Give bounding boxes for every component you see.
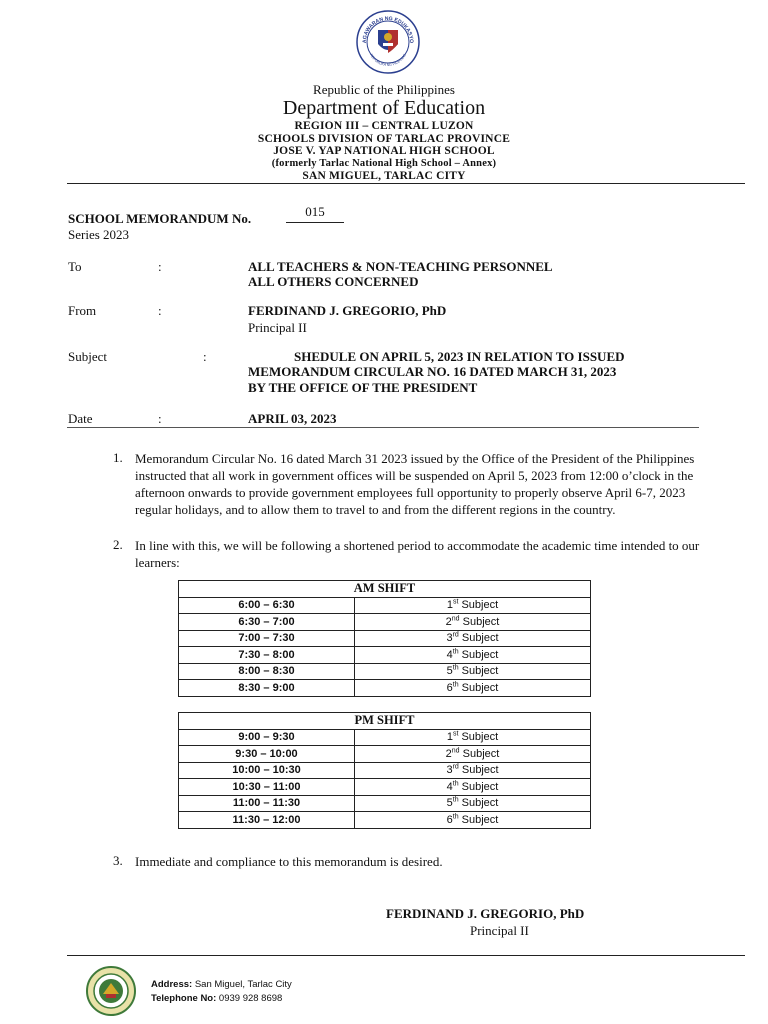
am-shift-table bbox=[178, 580, 591, 697]
to-line-1: ALL TEACHERS & NON-TEACHING PERSONNEL bbox=[248, 259, 553, 274]
subject-word: Subject bbox=[461, 632, 499, 645]
subject-ordinal: 4 bbox=[446, 780, 453, 793]
subject-ordinal: 3 bbox=[446, 632, 453, 645]
subject-cell bbox=[355, 680, 591, 697]
am-shift-title: AM SHIFT bbox=[179, 581, 591, 598]
address-value: San Miguel, Tarlac City bbox=[194, 979, 292, 990]
footer-address bbox=[151, 979, 292, 990]
time-cell: 9:00 – 9:30 bbox=[179, 729, 355, 746]
schedule-row bbox=[179, 812, 591, 829]
subject-word: Subject bbox=[461, 813, 499, 826]
ordinal-suffix: rd bbox=[452, 631, 459, 639]
subject-cell bbox=[355, 663, 591, 680]
subject-cell bbox=[355, 762, 591, 779]
department-name: Department of Education bbox=[282, 97, 486, 119]
schedule-row bbox=[179, 762, 591, 779]
subject-cell bbox=[355, 812, 591, 829]
ordinal-suffix: th bbox=[452, 648, 459, 656]
footer-divider bbox=[67, 955, 745, 956]
subject-line-3: BY THE OFFICE OF THE PRESIDENT bbox=[248, 380, 478, 395]
paragraph-3-number: 3. bbox=[113, 853, 123, 868]
date-label: Date bbox=[68, 411, 93, 426]
subject-word: Subject bbox=[461, 731, 499, 744]
subject-ordinal: 2 bbox=[445, 615, 452, 628]
signatory-title: Principal II bbox=[470, 923, 529, 938]
time-cell: 9:30 – 10:00 bbox=[179, 746, 355, 763]
schedule-row bbox=[179, 630, 591, 647]
time-cell: 8:30 – 9:00 bbox=[179, 680, 355, 697]
schedule-row bbox=[179, 597, 591, 614]
footer-telephone bbox=[151, 993, 282, 1004]
paragraph-3: Immediate and compliance to this memorandum is desired. bbox=[135, 854, 443, 869]
ordinal-suffix: st bbox=[452, 730, 459, 738]
republic-line: Republic of the Philippines bbox=[313, 82, 455, 97]
subject-label: Subject bbox=[68, 349, 107, 364]
schedule-row bbox=[179, 614, 591, 631]
signatory-name: FERDINAND J. GREGORIO, PhD bbox=[386, 906, 585, 921]
subject-ordinal: 6 bbox=[446, 681, 453, 694]
division-line: SCHOOLS DIVISION OF TARLAC PROVINCE bbox=[257, 133, 511, 145]
paragraph-1-number: 1. bbox=[113, 450, 123, 465]
schedule-row bbox=[179, 663, 591, 680]
time-cell: 6:00 – 6:30 bbox=[179, 597, 355, 614]
subject-cell bbox=[355, 746, 591, 763]
schedule-row bbox=[179, 795, 591, 812]
subject-ordinal: 1 bbox=[446, 731, 453, 744]
schedule-row bbox=[179, 647, 591, 664]
subject-cell bbox=[355, 630, 591, 647]
ordinal-suffix: th bbox=[452, 664, 459, 672]
seal-top-text: AGAWARAN NG EDUKASYO bbox=[361, 15, 415, 44]
time-cell: 7:00 – 7:30 bbox=[179, 630, 355, 647]
address-label: Address: bbox=[151, 979, 193, 990]
subject-cell bbox=[355, 795, 591, 812]
date-colon: : bbox=[158, 411, 162, 426]
ordinal-suffix: nd bbox=[451, 615, 460, 623]
subject-ordinal: 1 bbox=[446, 599, 453, 612]
time-cell: 7:30 – 8:00 bbox=[179, 647, 355, 664]
subject-word: Subject bbox=[462, 615, 500, 628]
seal-bottom-text: REPUBLIKA NG PILIPINAS bbox=[369, 53, 407, 68]
memo-title: SCHOOL MEMORANDUM No. bbox=[68, 211, 252, 226]
header-divider bbox=[67, 183, 745, 184]
subject-word: Subject bbox=[461, 599, 499, 612]
deped-seal-icon bbox=[356, 10, 420, 74]
subject-word: Subject bbox=[461, 681, 499, 694]
memo-number: 015 bbox=[286, 205, 344, 223]
memo-series: Series 2023 bbox=[68, 227, 130, 242]
ordinal-suffix: th bbox=[452, 796, 459, 804]
subject-ordinal: 4 bbox=[446, 648, 453, 661]
ordinal-suffix: st bbox=[452, 598, 459, 606]
from-colon: : bbox=[158, 303, 162, 318]
formerly-line: (formerly Tarlac National High School – Annex) bbox=[271, 158, 497, 169]
subject-cell bbox=[355, 779, 591, 796]
subject-cell bbox=[355, 729, 591, 746]
to-colon: : bbox=[158, 259, 162, 274]
location-line: SAN MIGUEL, TARLAC CITY bbox=[302, 170, 466, 182]
ordinal-suffix: rd bbox=[452, 763, 459, 771]
subject-ordinal: 3 bbox=[446, 764, 453, 777]
ordinal-suffix: nd bbox=[451, 747, 460, 755]
telephone-value: 0939 928 8698 bbox=[218, 993, 283, 1004]
subject-cell bbox=[355, 597, 591, 614]
school-name: JOSE V. YAP NATIONAL HIGH SCHOOL bbox=[273, 145, 495, 157]
subject-ordinal: 2 bbox=[445, 747, 452, 760]
time-cell: 10:30 – 11:00 bbox=[179, 779, 355, 796]
from-title: Principal II bbox=[248, 320, 307, 335]
ordinal-suffix: th bbox=[452, 813, 459, 821]
subject-word: Subject bbox=[461, 764, 499, 777]
subject-line-2: MEMORANDUM CIRCULAR NO. 16 DATED MARCH 31, 2023 bbox=[248, 364, 617, 379]
subject-ordinal: 5 bbox=[446, 797, 453, 810]
subject-cell bbox=[355, 647, 591, 664]
from-name: FERDINAND J. GREGORIO, PhD bbox=[248, 303, 447, 318]
time-cell: 11:30 – 12:00 bbox=[179, 812, 355, 829]
subject-ordinal: 5 bbox=[446, 665, 453, 678]
school-logo-icon bbox=[86, 966, 136, 1016]
from-label: From bbox=[68, 303, 97, 318]
schedule-row bbox=[179, 779, 591, 796]
subject-word: Subject bbox=[461, 665, 499, 678]
subject-ordinal: 6 bbox=[446, 813, 453, 826]
time-cell: 8:00 – 8:30 bbox=[179, 663, 355, 680]
subject-word: Subject bbox=[462, 747, 500, 760]
subject-line-1: SHEDULE ON APRIL 5, 2023 IN RELATION TO ISSUED bbox=[294, 349, 625, 364]
region-line: REGION III – CENTRAL LUZON bbox=[294, 120, 474, 132]
memo-header-divider bbox=[67, 427, 699, 428]
pm-shift-title: PM SHIFT bbox=[179, 713, 591, 730]
ordinal-suffix: th bbox=[452, 780, 459, 788]
subject-colon: : bbox=[203, 349, 207, 364]
pm-shift-table bbox=[178, 712, 591, 829]
telephone-label: Telephone No: bbox=[151, 993, 217, 1004]
subject-word: Subject bbox=[461, 797, 499, 810]
subject-word: Subject bbox=[461, 648, 499, 661]
to-label: To bbox=[68, 259, 82, 274]
paragraph-2-number: 2. bbox=[113, 537, 123, 552]
date-value: APRIL 03, 2023 bbox=[248, 411, 337, 426]
paragraph-1: Memorandum Circular No. 16 dated March 31 2023 issued by the Office of the President of the Philippines instructed that all work in government offices will be suspended on April 5, 2023 from 12:00 o’clock in the afternoon onwards to provide government employees full opportunity to properly observe April 6-7, 2023 regular holidays, and to allow them to travel to and from the different regions in the country. bbox=[135, 451, 695, 517]
to-line-2: ALL OTHERS CONCERNED bbox=[248, 274, 419, 289]
schedule-row bbox=[179, 729, 591, 746]
time-cell: 11:00 – 11:30 bbox=[179, 795, 355, 812]
subject-cell bbox=[355, 614, 591, 631]
time-cell: 6:30 – 7:00 bbox=[179, 614, 355, 631]
ordinal-suffix: th bbox=[452, 681, 459, 689]
subject-word: Subject bbox=[461, 780, 499, 793]
paragraph-2: In line with this, we will be following a shortened period to accommodate the academic time intended to our learners: bbox=[135, 538, 700, 570]
time-cell: 10:00 – 10:30 bbox=[179, 762, 355, 779]
schedule-row bbox=[179, 680, 591, 697]
schedule-row bbox=[179, 746, 591, 763]
